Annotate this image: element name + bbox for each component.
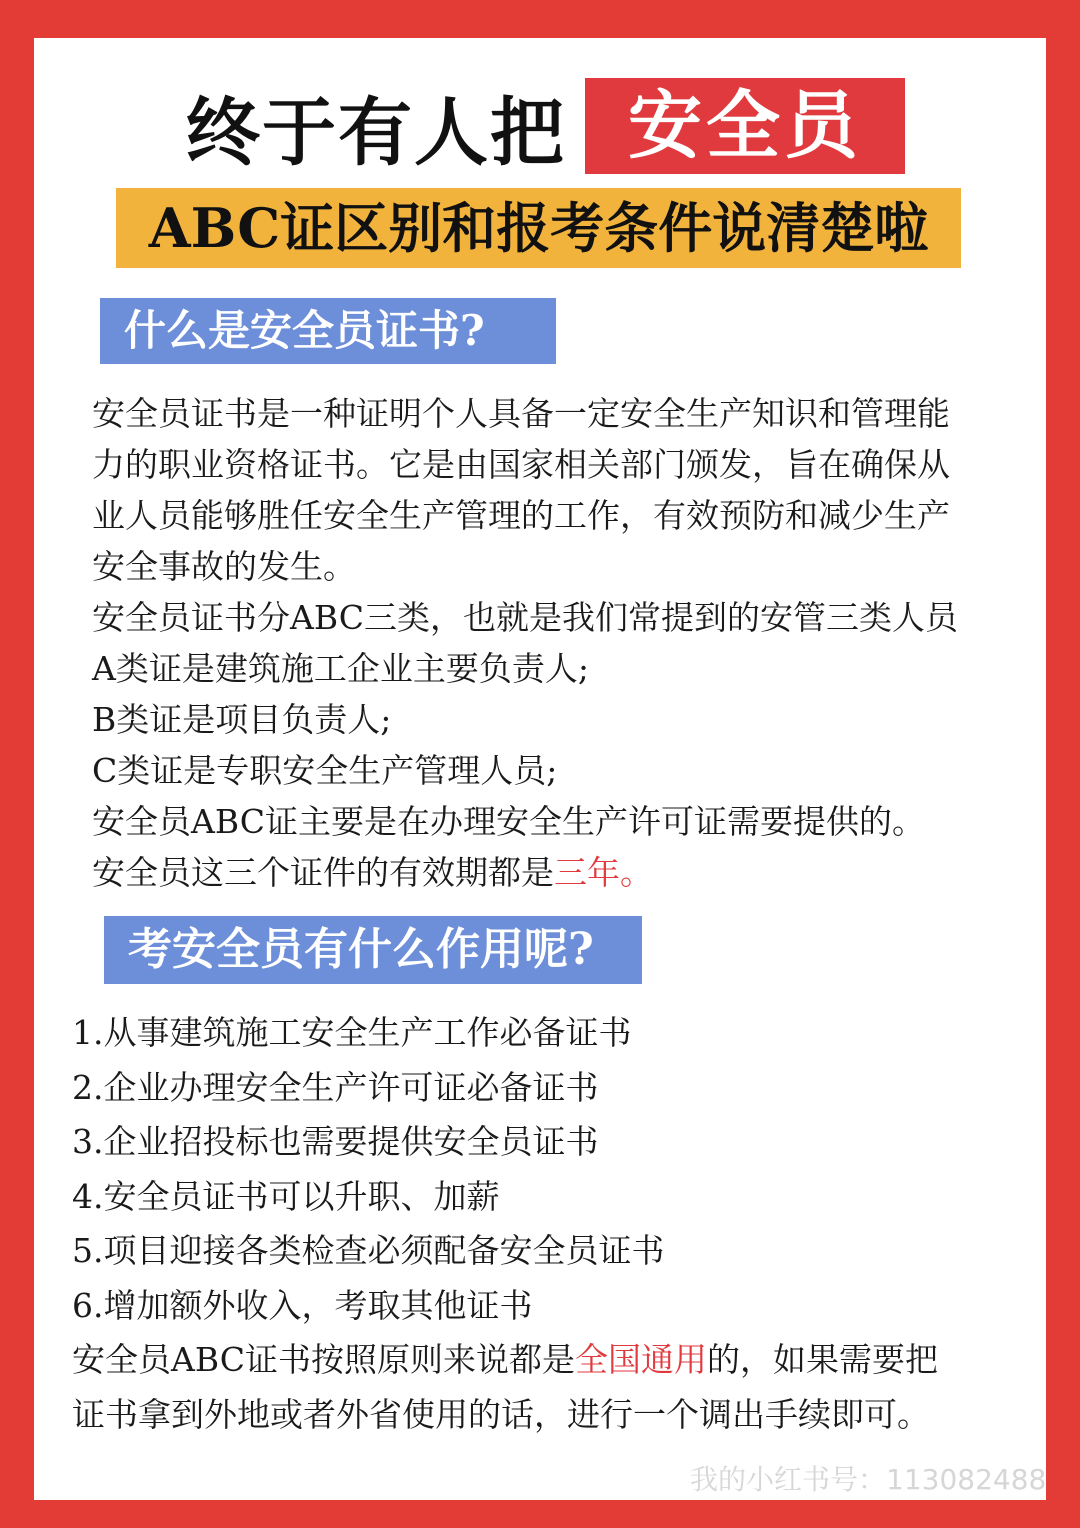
paragraph-line: 安全员证书是一种证明个人具备一定安全生产知识和管理能 xyxy=(92,394,950,433)
paragraph-line: 安全员证书分ABC三类，也就是我们常提到的安管三类人员 xyxy=(92,598,958,637)
section-heading-what-is: 什么是安全员证书? xyxy=(100,298,556,364)
closing-highlight: 全国通用 xyxy=(574,1340,707,1379)
section-body-what-is xyxy=(92,388,958,898)
validity-prefix: 安全员这三个证件的有效期都是 xyxy=(92,853,554,892)
validity-suffix: 。 xyxy=(620,853,653,892)
paragraph-line: 业人员能够胜任安全生产管理的工作，有效预防和减少生产 xyxy=(92,496,950,535)
closing-prefix: 安全员ABC证书按照原则来说都是 xyxy=(72,1340,575,1379)
list-item: 5.项目迎接各类检查必须配备安全员证书 xyxy=(72,1231,665,1270)
paragraph-line: C类证是专职安全生产管理人员; xyxy=(92,751,558,790)
list-item: 6.增加额外收入，考取其他证书 xyxy=(72,1285,533,1325)
paragraph-line: 安全员ABC证主要是在办理安全生产许可证需要提供的。 xyxy=(92,802,925,841)
paragraph-line: 力的职业资格证书。它是由国家相关部门颁发，旨在确保从 xyxy=(92,445,950,484)
list-item: 1.从事建筑施工安全生产工作必备证书 xyxy=(72,1013,632,1052)
title-row xyxy=(0,78,1080,178)
list-item: 2.企业办理安全生产许可证必备证书 xyxy=(72,1067,599,1107)
closing-suffix: 的，如果需要把 xyxy=(706,1340,938,1379)
validity-line xyxy=(92,847,958,898)
section-heading-benefits: 考安全员有什么作用呢? xyxy=(104,916,642,984)
benefits-list xyxy=(72,1006,938,1442)
validity-highlight: 三年 xyxy=(554,853,620,892)
paragraph-line: 安全事故的发生。 xyxy=(92,547,356,586)
page-title: 终于有人把 xyxy=(186,90,566,176)
closing-line xyxy=(72,1333,938,1388)
watermark: 我的小红书号：113082488 xyxy=(690,1463,1047,1496)
title-badge: 安全员 xyxy=(585,78,905,174)
paragraph-line: B类证是项目负责人; xyxy=(92,700,392,739)
closing-line-2: 证书拿到外地或者外省使用的话，进行一个调出手续即可。 xyxy=(72,1394,930,1434)
list-item: 4.安全员证书可以升职、加薪 xyxy=(72,1176,500,1216)
list-item: 3.企业招投标也需要提供安全员证书 xyxy=(72,1122,599,1161)
subtitle-banner: ABC证区别和报考条件说清楚啦 xyxy=(116,188,961,268)
paragraph-line: A类证是建筑施工企业主要负责人; xyxy=(92,649,589,688)
